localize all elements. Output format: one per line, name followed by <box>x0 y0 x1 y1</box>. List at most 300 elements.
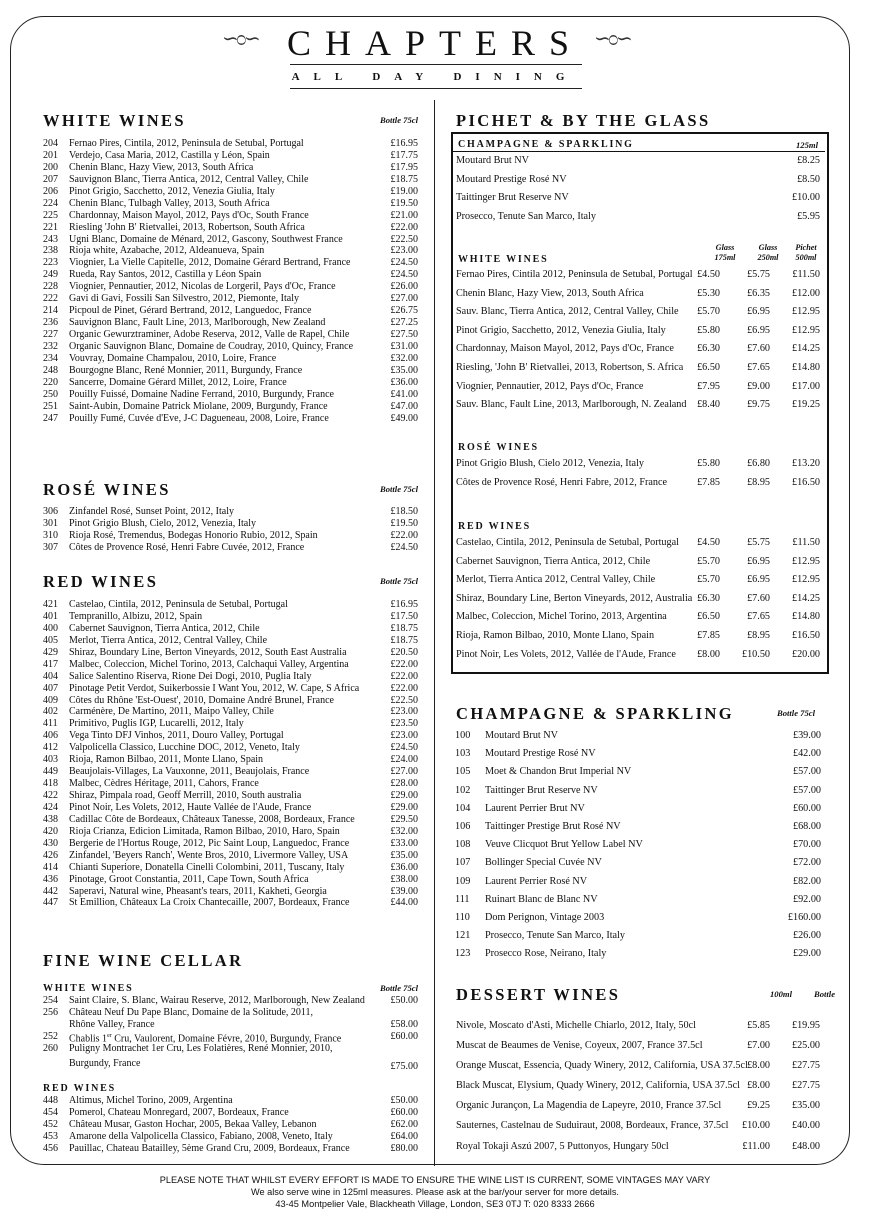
wine-name: Rioja white, Azabache, 2012, Aldeanueva, Spain <box>69 245 265 257</box>
wine-name: Zinfandel Rosé, Sunset Point, 2012, Italy <box>69 506 234 517</box>
wine-name: Bollinger Special Cuvée NV <box>485 857 602 869</box>
wine-name: Malbec, Coleccion, Michel Torino, 2013, Argentina <box>456 611 667 623</box>
price-pichet-500: £16.50 <box>791 629 820 641</box>
wine-name: Organic Jurançon, La Magendia de Lapeyre, 2010, France 37.5cl <box>456 1100 722 1112</box>
price: £5.95 <box>797 210 820 222</box>
price-glass-250: £10.50 <box>741 648 770 660</box>
wine-name-part: Cru, Vaulorent, Domaine Févre, 2010, Burgundy, France <box>111 1033 342 1045</box>
dessert-title: DESSERT WINES <box>456 985 621 1004</box>
list-item <box>43 281 418 293</box>
price-pichet-500: £19.25 <box>791 399 820 411</box>
list-item <box>456 285 820 304</box>
bin-number: 401 <box>43 610 58 622</box>
list-item <box>456 608 820 627</box>
red-wines-list <box>43 599 418 909</box>
rose-wines-title: ROSÉ WINES <box>43 480 171 499</box>
list-item <box>43 826 418 838</box>
wine-name: Viognier, Pennautier, 2012, Pays d'Oc, France <box>456 380 644 392</box>
price: £160.00 <box>787 911 821 923</box>
list-item <box>455 800 821 818</box>
bin-number: 222 <box>43 293 58 305</box>
wine-name: Pinotage, Groot Constantia, 2011, Cape Town, South Africa <box>69 873 309 885</box>
wine-name: Cabernet Sauvignon, Tierra Antica, 2012, Chile <box>456 555 651 567</box>
list-item <box>455 873 821 891</box>
price-glass-175: £6.30 <box>697 343 720 355</box>
wine-name: Viognier, Pennautier, 2012, Nicolas de Lorgeril, Pays d'Oc, France <box>69 281 336 293</box>
list-item <box>43 257 418 269</box>
bin-number: 448 <box>43 1095 58 1106</box>
list-item <box>43 1043 418 1055</box>
list-item <box>456 378 820 397</box>
bin-number: 121 <box>455 930 471 942</box>
col-label: 250ml <box>757 253 779 262</box>
list-item <box>43 730 418 742</box>
price-glass-175: £7.95 <box>697 380 720 392</box>
price: £8.25 <box>797 155 820 166</box>
list-item <box>43 778 418 790</box>
list-item <box>43 1131 418 1143</box>
wine-name: Pomerol, Chateau Monregard, 2007, Bordeaux, France <box>69 1106 289 1118</box>
wine-name: Pinotage Petit Verdot, Suikerbossie I Want You, 2012, W. Cape, S Africa <box>69 682 360 694</box>
price-glass-175: £5.80 <box>697 458 720 469</box>
price-glass-250: £9.75 <box>747 399 770 411</box>
list-item <box>456 590 820 609</box>
wine-name: Prosecco, Tenute San Marco, Italy <box>485 930 625 942</box>
price-glass-250: £8.95 <box>747 476 770 488</box>
wine-name: Sauv. Blanc, Tierra Antica, 2012, Central Valley, Chile <box>456 306 679 318</box>
fine-red-list <box>43 1095 418 1155</box>
price-100ml: £8.00 <box>747 1060 770 1072</box>
price: £68.00 <box>792 820 821 832</box>
price: £27.25 <box>390 317 418 329</box>
list-item <box>456 474 820 493</box>
wine-region: Rhône Valley, France <box>69 1018 155 1030</box>
list-item <box>43 293 418 305</box>
bin-number: 104 <box>455 802 471 814</box>
wine-name: Sancerre, Domaine Gérard Millet, 2012, Loire, France <box>69 376 287 388</box>
list-item <box>456 455 820 474</box>
col-pichet-500 <box>786 243 826 263</box>
col-label: 500ml <box>795 253 817 262</box>
price: £35.00 <box>390 364 418 376</box>
list-item <box>455 927 821 945</box>
price-pichet-500: £12.95 <box>791 555 820 567</box>
wine-name-part: Chablis 1 <box>69 1033 108 1045</box>
wine-name: Moutard Prestige Rosé NV <box>485 748 596 760</box>
list-item <box>43 1119 418 1131</box>
glass-white-title: WHITE WINES <box>458 254 549 265</box>
price-glass-250: £7.60 <box>747 343 770 355</box>
list-item <box>455 745 821 763</box>
bin-number: 111 <box>455 893 470 905</box>
wine-name: Saint-Aubin, Domaine Patrick Miolane, 2009, Burgundy, France <box>69 400 328 412</box>
list-item <box>43 838 418 850</box>
price-glass-250: £7.65 <box>747 611 770 623</box>
price-glass-175: £5.30 <box>697 287 720 299</box>
bin-number: 456 <box>43 1142 58 1154</box>
price-glass-250: £6.35 <box>747 287 770 299</box>
list-item <box>455 854 821 872</box>
list-item <box>43 862 418 874</box>
price: £72.00 <box>792 857 821 869</box>
price-glass-250: £9.00 <box>747 380 770 392</box>
wine-name: Pinot Grigio, Sacchetto, 2012, Venezia Giulia, Italy <box>69 185 275 197</box>
wine-name: Carménère, De Martino, 2011, Maipo Valley, Chile <box>69 706 274 718</box>
wine-name: Taittinger Brut Reserve NV <box>485 784 598 796</box>
bin-number: 412 <box>43 742 58 754</box>
wine-name: Castelao, Cintila, 2012, Peninsula de Setubal, Portugal <box>69 599 288 610</box>
wine-name: Château Musar, Gaston Hochar, 2005, Bekaa Valley, Lebanon <box>69 1118 317 1130</box>
list-item <box>43 150 418 162</box>
list-item <box>456 1137 820 1157</box>
bin-number: 105 <box>455 766 471 778</box>
list-item <box>456 396 820 415</box>
price-glass-250: £5.75 <box>747 537 770 548</box>
list-item <box>456 571 820 590</box>
column-divider <box>434 100 435 1166</box>
wine-name: Beaujolais-Villages, La Vauxonne, 2011, Beaujolais, France <box>69 766 310 778</box>
bin-number: 234 <box>43 352 58 364</box>
wine-name: Pinot Grigio, Sacchetto, 2012, Venezia Giulia, Italy <box>456 324 666 336</box>
price: £26.75 <box>390 305 418 317</box>
list-item <box>43 377 418 389</box>
list-item <box>43 269 418 281</box>
bin-number: 108 <box>455 839 471 851</box>
wine-name: Pinot Grigio Blush, Cielo 2012, Venezia, Italy <box>456 458 644 469</box>
price-pichet-500: £16.50 <box>791 476 820 488</box>
bin-number: 402 <box>43 706 58 718</box>
bin-number: 220 <box>43 376 58 388</box>
list-item <box>43 635 418 647</box>
price: £23.50 <box>390 718 418 730</box>
list-item <box>456 1076 820 1096</box>
price: £21.00 <box>390 209 418 221</box>
list-item <box>43 802 418 814</box>
price: £19.50 <box>390 197 418 209</box>
wine-name: Côtes de Provence Rosé, Henri Fabre, 2012, France <box>456 476 668 488</box>
list-item <box>43 647 418 659</box>
bin-number: 409 <box>43 694 58 706</box>
list-item <box>43 210 418 222</box>
price: £62.00 <box>390 1118 418 1130</box>
wine-name: Château Neuf Du Pape Blanc, Domaine de la Solitude, 2011, <box>69 1006 314 1018</box>
price-pichet-500: £14.25 <box>791 592 820 604</box>
list-item <box>456 208 820 227</box>
bin-number: 106 <box>455 820 471 832</box>
list-item <box>43 671 418 683</box>
wine-name: Moutard Prestige Rosé NV <box>456 173 567 185</box>
price-glass-250: £6.95 <box>747 555 770 567</box>
price: £49.00 <box>390 412 418 424</box>
price: £29.50 <box>390 813 418 825</box>
bin-number: 411 <box>43 718 58 730</box>
price-bottle: £35.00 <box>791 1100 820 1112</box>
list-item <box>43 695 418 707</box>
price-pichet-500: £12.95 <box>791 574 820 586</box>
price: £80.00 <box>390 1142 418 1154</box>
list-item <box>43 623 418 635</box>
price: £32.00 <box>390 352 418 364</box>
bin-number: 301 <box>43 517 58 529</box>
price: £18.75 <box>390 173 418 185</box>
price-bottle: £27.75 <box>791 1080 820 1092</box>
wine-name: Saint Claire, S. Blanc, Wairau Reserve, 2012, Marlborough, New Zealand <box>69 995 365 1006</box>
price-glass-250: £5.75 <box>747 269 770 280</box>
bin-number: 206 <box>43 185 58 197</box>
bin-number: 228 <box>43 281 58 293</box>
wine-name: Pinot Noir, Les Volets, 2012, Vallée de l'Aude, France <box>456 648 676 660</box>
wine-name: Rueda, Ray Santos, 2012, Castilla y Léon Spain <box>69 269 262 281</box>
list-item <box>43 1143 418 1155</box>
list-item <box>43 611 418 623</box>
price-pichet-500: £12.95 <box>791 324 820 336</box>
bin-number: 204 <box>43 138 58 149</box>
price-glass-250: £6.80 <box>747 458 770 469</box>
wine-name: Shiraz, Pimpala road, Geoff Merrill, 2010, South australia <box>69 790 302 801</box>
wine-name: Malbec, Coleccion, Michel Torino, 2013, Calchaqui Valley, Argentina <box>69 658 349 670</box>
dessert-col-100: 100ml <box>770 989 792 999</box>
price-glass-175: £5.80 <box>697 324 720 336</box>
wine-name: Cadillac Côte de Bordeaux, Châteaux Tanesse, 2008, Bordeaux, France <box>69 813 355 825</box>
wine-name: Malbec, Cèdres Héritage, 2011, Cahors, France <box>69 778 259 790</box>
list-item <box>455 763 821 781</box>
bin-number: 400 <box>43 622 58 634</box>
bin-number: 232 <box>43 340 58 352</box>
bin-number: 406 <box>43 730 58 742</box>
wine-name: Moet & Chandon Brut Imperial NV <box>485 766 632 778</box>
price-glass-175: £6.50 <box>697 361 720 373</box>
red-wines-meta: Bottle 75cl <box>380 576 418 586</box>
wine-name: Riesling, 'John B' Rietvallei, 2013, Robertson, S. Africa <box>456 361 684 373</box>
white-wines-meta: Bottle 75cl <box>380 115 418 125</box>
bin-number: 207 <box>43 173 58 185</box>
list-item <box>43 718 418 730</box>
wine-name: Organic Sauvignon Blanc, Domaine de Coudray, 2010, Quincy, France <box>69 340 354 352</box>
wine-name: Merlot, Tierra Antica 2012, Central Valley, Chile <box>456 574 656 586</box>
col-label: 175ml <box>714 253 736 262</box>
price: £60.00 <box>390 1106 418 1118</box>
price: £60.00 <box>792 802 821 814</box>
list-item <box>43 706 418 718</box>
superscript: er <box>107 1032 112 1039</box>
price: £42.00 <box>792 748 821 760</box>
wine-name: Royal Tokaji Aszú 2007, 5 Puttonyos, Hungary 50cl <box>456 1140 669 1152</box>
champagne-list <box>455 727 821 963</box>
price-pichet-500: £14.80 <box>791 611 820 623</box>
bin-number: 225 <box>43 209 58 221</box>
price: £29.00 <box>792 948 821 960</box>
list-item <box>43 766 418 778</box>
list-item <box>43 401 418 413</box>
bin-number: 100 <box>455 730 471 741</box>
wine-name: Merlot, Tierra Antica, 2012, Central Valley, Chile <box>69 634 268 646</box>
bin-number: 429 <box>43 646 58 658</box>
list-item <box>456 1036 820 1056</box>
wine-name: Sauvignon Blanc, Fault Line, 2013, Marlborough, New Zealand <box>69 317 326 329</box>
wine-name: Rioja Rosé, Tremendus, Bodegas Honorio Rubio, 2012, Spain <box>69 529 318 541</box>
price: £24.00 <box>390 754 418 766</box>
wine-name: Shiraz, Boundary Line, Berton Vineyards, 2012, Australia <box>456 592 693 604</box>
wine-name: Chenin Blanc, Hazy View, 2013, South Africa <box>456 287 644 299</box>
list-item <box>43 305 418 317</box>
bin-number: 107 <box>455 857 471 869</box>
list-item <box>456 359 820 378</box>
price-100ml: £11.00 <box>742 1140 770 1152</box>
price: £22.00 <box>390 221 418 233</box>
wine-name: Prosecco, Tenute San Marco, Italy <box>456 210 596 222</box>
price-glass-250: £7.60 <box>747 592 770 604</box>
bin-number: 424 <box>43 801 58 813</box>
wine-name: Rioja Crianza, Edicion Limitada, Ramon Bilbao, 2010, Haro, Spain <box>69 825 340 837</box>
price: £58.00 <box>390 1018 418 1030</box>
bin-number: 214 <box>43 305 58 317</box>
bin-number: 417 <box>43 658 58 670</box>
price: £28.00 <box>390 778 418 790</box>
wine-name: Chenin Blanc, Hazy View, 2013, South Africa <box>69 161 254 173</box>
bin-number: 414 <box>43 861 58 873</box>
list-item <box>455 782 821 800</box>
price: £20.50 <box>390 646 418 658</box>
bin-number: 252 <box>43 1030 58 1042</box>
price: £22.50 <box>390 233 418 245</box>
price-pichet-500: £14.25 <box>791 343 820 355</box>
brand-tagline: ALL DAY DINING <box>291 71 579 83</box>
price: £36.00 <box>390 861 418 873</box>
price: £27.00 <box>390 766 418 778</box>
bin-number: 238 <box>43 245 58 257</box>
price: £23.00 <box>390 706 418 718</box>
bin-number: 403 <box>43 754 58 766</box>
bin-number: 426 <box>43 849 58 861</box>
list-item <box>43 341 418 353</box>
wine-name: Riesling 'John B' Rietvallei, 2013, Robertson, South Africa <box>69 221 305 233</box>
price-bottle: £25.00 <box>791 1040 820 1052</box>
price-100ml: £7.00 <box>747 1040 770 1052</box>
bin-number: 103 <box>455 748 471 760</box>
wine-name: Bergerie de l'Hortus Rouge, 2012, Pic Saint Loup, Languedoc, France <box>69 837 350 849</box>
price-glass-175: £8.40 <box>697 399 720 411</box>
price-glass-250: £8.95 <box>747 629 770 641</box>
wine-name: Rioja, Ramon Bilbao, 2011, Monte Llano, Spain <box>69 754 264 766</box>
list-item <box>455 836 821 854</box>
list-item <box>43 413 418 425</box>
red-wines-title: RED WINES <box>43 572 159 591</box>
list-item <box>43 683 418 695</box>
wine-name: Zinfandel, 'Beyers Ranch', Wente Bros, 2010, Livermore Valley, USA <box>69 849 349 861</box>
list-item <box>455 945 821 963</box>
footer-address: 43-45 Montpelier Vale, Blackheath Village, London, SE3 0TJ T: 020 8333 2666 <box>275 1199 595 1209</box>
wine-name: Orange Muscat, Essencia, Quady Winery, 2012, California, USA 37.5cl <box>456 1060 748 1072</box>
price-bottle: £27.75 <box>791 1060 820 1072</box>
wine-name: Chenin Blanc, Tulbagh Valley, 2013, South Africa <box>69 197 270 209</box>
divider <box>290 64 582 65</box>
col-label: Glass <box>715 243 735 252</box>
wine-name: Cabernet Sauvignon, Tierra Antica, 2012, Chile <box>69 622 260 634</box>
bin-number: 247 <box>43 412 58 424</box>
wine-name: Puligny Montrachet 1er Cru, Les Folatières, René Monnier, 2010, <box>69 1042 333 1054</box>
wine-name: Sauv. Blanc, Fault Line, 2013, Marlborough, N. Zealand <box>456 399 687 411</box>
wine-name: Amarone della Valpolicella Classico, Fabiano, 2008, Veneto, Italy <box>69 1130 333 1142</box>
price-bottle: £40.00 <box>791 1120 820 1132</box>
fine-red-title: RED WINES <box>43 1083 116 1094</box>
price: £16.95 <box>390 599 418 610</box>
list-item <box>455 818 821 836</box>
bin-number: 421 <box>43 599 58 610</box>
wine-name: Primitivo, Puglis IGP, Lucarelli, 2012, Italy <box>69 718 244 730</box>
price-glass-175: £4.50 <box>697 537 720 548</box>
list-item <box>43 518 418 530</box>
bin-number: 307 <box>43 541 58 553</box>
wine-name: Veuve Clicquot Brut Yellow Label NV <box>485 839 643 851</box>
glass-red-list <box>456 534 820 664</box>
wine-name: Salice Salentino Riserva, Rione Dei Dogi, 2010, Puglia Italy <box>69 670 312 682</box>
wine-name: Chardonnay, Maison Mayol, 2012, Pays d'Oc, South France <box>69 209 309 221</box>
wine-name: Taittinger Prestige Brut Rosé NV <box>485 820 621 832</box>
price: £36.00 <box>390 376 418 388</box>
bin-number: 221 <box>43 221 58 233</box>
list-item <box>43 1031 418 1043</box>
price: £32.00 <box>390 825 418 837</box>
list-item <box>43 599 418 611</box>
list-item <box>43 790 418 802</box>
price-pichet-500: £12.95 <box>791 306 820 318</box>
bin-number: 306 <box>43 506 58 517</box>
wine-name: Nivole, Moscato d'Asti, Michelle Chiarlo, 2012, Italy, 50cl <box>456 1020 696 1031</box>
bin-number: 407 <box>43 682 58 694</box>
list-item <box>43 814 418 826</box>
price: £50.00 <box>390 1095 418 1106</box>
price-pichet-500: £14.80 <box>791 361 820 373</box>
bin-number: 405 <box>43 634 58 646</box>
price: £23.00 <box>390 245 418 257</box>
price: £18.75 <box>390 622 418 634</box>
price: £39.00 <box>390 885 418 897</box>
dessert-col-bottle: Bottle <box>814 989 836 999</box>
bin-number: 201 <box>43 149 58 161</box>
wine-name: Muscat de Beaumes de Venise, Coyeux, 2007, France 37.5cl <box>456 1040 703 1052</box>
bin-number: 224 <box>43 197 58 209</box>
price: £19.50 <box>390 517 418 529</box>
list-item <box>456 171 820 190</box>
wine-name: Organic Gewurztraminer, Adobe Reserva, 2012, Valle de Rapel, Chile <box>69 329 350 340</box>
wine-name: Verdejo, Casa Maria, 2012, Castilla y Léon, Spain <box>69 149 270 161</box>
wine-name: Saperavi, Natural wine, Pheasant's tears, 2011, Kakheti, Georgia <box>69 885 327 897</box>
price: £22.00 <box>390 670 418 682</box>
wine-name: Pinot Grigio Blush, Cielo, 2012, Venezia, Italy <box>69 517 257 529</box>
price: £33.00 <box>390 837 418 849</box>
list-item <box>43 198 418 210</box>
bin-number: 109 <box>455 875 471 887</box>
list-item <box>43 995 418 1007</box>
wine-name: Pinot Noir, Les Volets, 2012, Haute Vallée de l'Aude, France <box>69 801 312 813</box>
list-item <box>43 742 418 754</box>
list-item <box>43 850 418 862</box>
price: £23.00 <box>390 730 418 742</box>
price: £24.50 <box>390 269 418 281</box>
bin-number: 449 <box>43 766 58 778</box>
wine-name: Valpolicella Classico, Lucchine DOC, 2012, Veneto, Italy <box>69 742 300 754</box>
price: £75.00 <box>390 1060 418 1072</box>
price-bottle: £19.95 <box>791 1020 820 1031</box>
bin-number: 436 <box>43 873 58 885</box>
bin-number: 310 <box>43 529 58 541</box>
price: £22.00 <box>390 529 418 541</box>
price: £92.00 <box>792 893 821 905</box>
list-item <box>455 909 821 927</box>
fine-white-title: WHITE WINES <box>43 983 134 994</box>
wine-name: Sauternes, Castelnau de Suduiraut, 2008, Bordeaux, France, 37.5cl <box>456 1120 729 1132</box>
col-glass-250 <box>748 243 788 263</box>
